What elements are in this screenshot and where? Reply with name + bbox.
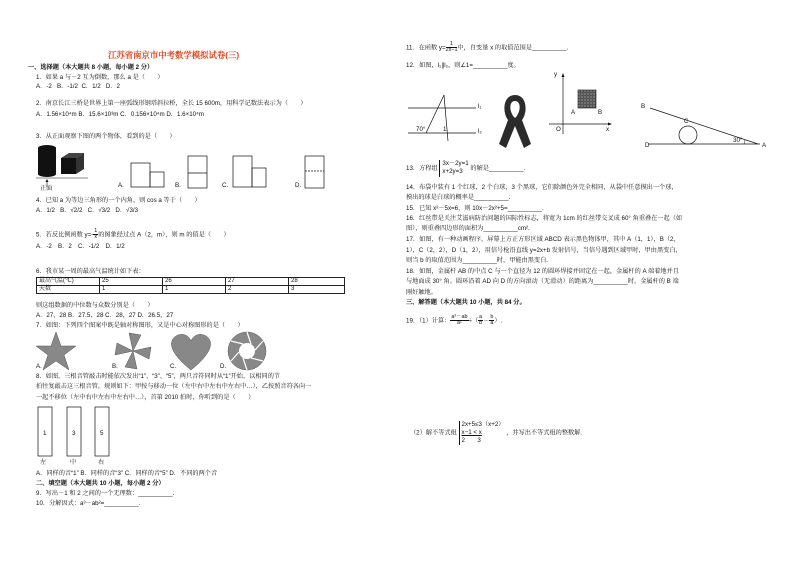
table-cell: 1: [100, 286, 163, 294]
q18-d-label: D: [645, 142, 650, 149]
q5-fraction: $\frac{1}{x}$: [94, 228, 98, 241]
question-8-line-1: 8．如图，三根音管敲击时能依次发出“1”、“3”、“5”，两只音符同时从“1”开始，以相同的节: [36, 373, 281, 380]
question-14-line-2: 摸出的球是白球的概率是__________.: [406, 194, 511, 201]
q19b-text-a: （2）解不等式组: [410, 429, 457, 437]
q19-f1-num: a²－ab: [451, 314, 468, 320]
q7-option-d: D.: [220, 363, 227, 370]
q17-x-label: x: [606, 126, 610, 133]
q11-text-a: 11．在函数 y=: [406, 44, 446, 52]
q18-figure: [648, 98, 768, 158]
question-19-part-2: [410, 421, 582, 445]
q5-text-a: 5．若反比例函数 y=-: [36, 231, 94, 239]
q19b-text-b: ，并写出不等式组的整数解.: [506, 429, 583, 437]
q12-angle1-label: 1: [443, 126, 447, 133]
question-18-line-1: 18．如图，金属杆 AB 的中点 C 与一个直径为 12 的圆环焊接并固定在一起，金属杆的 A 端着地并且: [406, 268, 679, 275]
q1-opt-b: B．-1/2: [57, 83, 78, 90]
q19-minus: －: [483, 317, 490, 325]
table-cell: 26: [163, 278, 226, 286]
question-17-line-2: 1），C（2，2），D（1，2），用信号枪沿直线 y=2x+b 发射信号，当信号遇到区域甲时，甲由黑变白，: [406, 247, 682, 254]
table-cell: 天数: [37, 286, 100, 294]
q3-option-a: A.: [118, 182, 124, 189]
question-12: 12．如图，l₁∥l₂，则∠1=__________度。: [406, 62, 520, 69]
question-8-line-3: 一起不移位（左中右中左右中左右中…），首第 2010 拍时，你听到的是（ ）: [36, 394, 255, 401]
section-1-heading: 一、选择题（本大题共 8 小题，每小题 2 分）: [28, 64, 154, 71]
q11-fraction: [446, 42, 458, 54]
question-7: 7．如图：下列四个图案中既是轴对称图形，又是中心对称图形的是（ ）: [36, 322, 244, 329]
question-2: 2．南京长江三桥是世界上第一座弧线形钢塔斜拉桥，全长 15 600m，用科学记数法表示为（ ）: [36, 100, 307, 107]
q13-text-a: 13．方程组: [406, 165, 438, 172]
table-cell: 3: [289, 286, 345, 294]
table-cell: 27: [226, 278, 289, 286]
q4-options: [36, 207, 138, 214]
q7-option-a: A.: [36, 363, 42, 370]
q3-front-label: 正面: [40, 185, 53, 192]
q19-inequality-system: [459, 421, 505, 445]
q5-text-b: 的图象经过点 A（2，m），则 m 的值是（ ）: [98, 231, 230, 239]
question-3: 3．从正面观察下图的两个物体，看到的是（ ）: [36, 133, 176, 140]
q8-options: A．同样的音“1” B．同样的音“3” C．同样的音“5” D．不同的两个音: [36, 470, 218, 477]
temperature-table: [36, 277, 345, 294]
q19-f2-num: a: [479, 314, 483, 320]
q19-text-a: 19．（1）计算：: [406, 317, 451, 325]
q13-equation-system: [439, 160, 468, 177]
q4-opt-c: C．√3/2: [87, 207, 111, 214]
question-18-line-3: 刚好触地。: [406, 289, 437, 296]
q17-y-label: y: [554, 71, 558, 78]
q13-eq-2: x+2y=3: [442, 168, 463, 176]
q19-end: ）.: [494, 317, 503, 325]
question-6: 6．我市某一周的最高气温统计如下表：: [36, 268, 145, 275]
q3-option-c: C.: [222, 182, 229, 189]
q3-option-d: D.: [295, 182, 302, 189]
page-title: 江苏省南京市中考数学模拟试卷(三): [108, 50, 240, 60]
q18-b-label: B: [641, 103, 646, 110]
q18-angle-label: 30°: [733, 137, 743, 144]
q13-eq-1: 3x－2y=1: [442, 160, 469, 167]
question-16-line-2: 图），则重叠四边形的面积为__________cm².: [406, 225, 530, 232]
table-cell: 1: [163, 286, 226, 294]
q11-numerator: 1: [446, 42, 458, 48]
q12-l1-label: l₁: [478, 103, 482, 110]
question-4: 4．已知 a 为等边三角形的一个内角，则 cos a 等于（ ）: [36, 197, 201, 204]
q18-a-label: A: [762, 142, 767, 149]
q7-figures: [36, 332, 266, 372]
q19-f1-den: a²: [457, 320, 462, 327]
q12-l2-label: l₂: [478, 128, 482, 135]
q19-f3-den: a: [490, 320, 494, 327]
table-cell: 28: [289, 278, 345, 286]
q13-text-b: 的解是__________.: [470, 165, 526, 172]
q17-a-label: A: [571, 109, 576, 116]
heart-shape: [171, 334, 210, 370]
q11-denominator: 2x−1: [445, 47, 458, 54]
q4-opt-d: D．√3/3: [115, 207, 139, 214]
q1-opt-c: C．1/2: [81, 83, 101, 90]
pipe-1-label: 1: [43, 430, 47, 437]
pipe-right-label: 右: [98, 459, 105, 466]
q12-figure: [406, 95, 496, 145]
q8-pipes-figure: [36, 407, 116, 462]
question-9: 9．写出－1 和 2 之间的一个无理数：__________.: [36, 490, 175, 497]
table-cell: 2: [226, 286, 289, 294]
section-2-heading: 二、填空题（本大题共 10 小题，每小题 2 分）: [36, 480, 165, 487]
question-8-line-2: 拍往复敲击这三根音管，规则如下：甲按与移动一位（左中右中左右中左右中…），乙按照音符各向一: [36, 383, 312, 390]
q18-c-label: C: [684, 118, 689, 125]
q7-option-c: C.: [170, 363, 177, 370]
star-shape: [36, 332, 76, 370]
pipe-3-label: 3: [72, 430, 76, 437]
table-row: [37, 278, 345, 286]
question-16-line-1: 16．红丝带是关注艾滋病防治问题的国际性标志，将宽为 1cm 的红丝带交叉成 60° 角重叠在一起（如: [406, 215, 683, 222]
question-15: 15．已知 x²－5x=6，则 10x－2x²+5=__________.: [406, 205, 544, 212]
table-cell: 25: [100, 278, 163, 286]
q4-opt-a: A．1/2: [36, 207, 55, 214]
q19-ineq-1: 2x+5≤3（x+2）: [461, 421, 505, 428]
q7-option-b: B.: [112, 363, 118, 370]
table-cell: 最高气温(℃): [37, 278, 100, 286]
q6-options: A．27，28 B．27.5，28 C．28，27 D．26.5，27: [36, 312, 174, 319]
q3-option-b: B.: [175, 182, 181, 189]
q11-text-b: 中，自变量 x 的取值范围是__________.: [457, 44, 569, 52]
q17-o-label: O: [556, 126, 561, 133]
q1-opt-a: A．-2: [36, 83, 52, 90]
q12-angle-label: 70°: [416, 126, 426, 133]
q19-f3-num: b: [490, 314, 494, 320]
q17-b-label: B: [598, 109, 603, 116]
q1-opt-d: D．2: [105, 83, 120, 90]
question-17-line-3: 则当 b 的取值范围为__________时，甲能由黑变白.: [406, 257, 549, 264]
pipe-5-label: 5: [100, 430, 104, 437]
question-10: 10．分解因式：a³－ab²=__________.: [36, 500, 141, 507]
q1-options: [36, 83, 120, 90]
table-row: [37, 286, 345, 294]
question-19-part-1: [406, 315, 502, 327]
q6-followup: 则这组数据的中位数与众数分别是（ ）: [36, 302, 154, 309]
pipe-middle-label: 中: [70, 459, 77, 466]
q19-ineq-2-den: 2 3: [461, 437, 481, 445]
question-13: [406, 160, 525, 177]
pipe-left-label: 左: [40, 459, 47, 466]
red-ribbon-icon: [495, 92, 535, 152]
q19-f2-den: b: [479, 320, 483, 327]
q19-ineq-2: x−1 < x: [461, 429, 482, 437]
q5-options: A．-2 B．2 C．-1/2 D．1/2: [36, 243, 125, 250]
question-14-line-1: 14．布袋中装有 1 个红球，2 个白球，3 个黑球，它们除颜色外完全相同，从袋中任意摸出一个球，: [406, 184, 678, 191]
question-1: 1．如果 a 与－2 互为倒数，那么 a 是（ ）: [36, 74, 164, 81]
question-17-line-1: 17．如图，有一种动画程序，屏幕上方正方形区域 ABCD 表示黑色物体甲，其中 A（1，1），B（2，: [406, 236, 680, 243]
q19-div: ÷（: [468, 317, 479, 325]
question-18-line-2: 与地面成 30° 角。圆环沿着 AD 向 D 的方向滚动（无滑动）的距离为__________时，金属杆的 B 端: [406, 278, 679, 285]
question-5: [36, 229, 230, 241]
q19-fraction-1: [450, 315, 468, 327]
section-3-heading: 三、解答题（本大题共 10 小题，共 84 分。: [406, 299, 526, 306]
q4-opt-b: B．√2/2: [60, 207, 83, 214]
q2-options: A．1.56×10⁴m B．15.6×10³m C．0.156×10⁴m D．1.6×10⁴m: [36, 111, 204, 118]
question-11: [406, 42, 568, 54]
